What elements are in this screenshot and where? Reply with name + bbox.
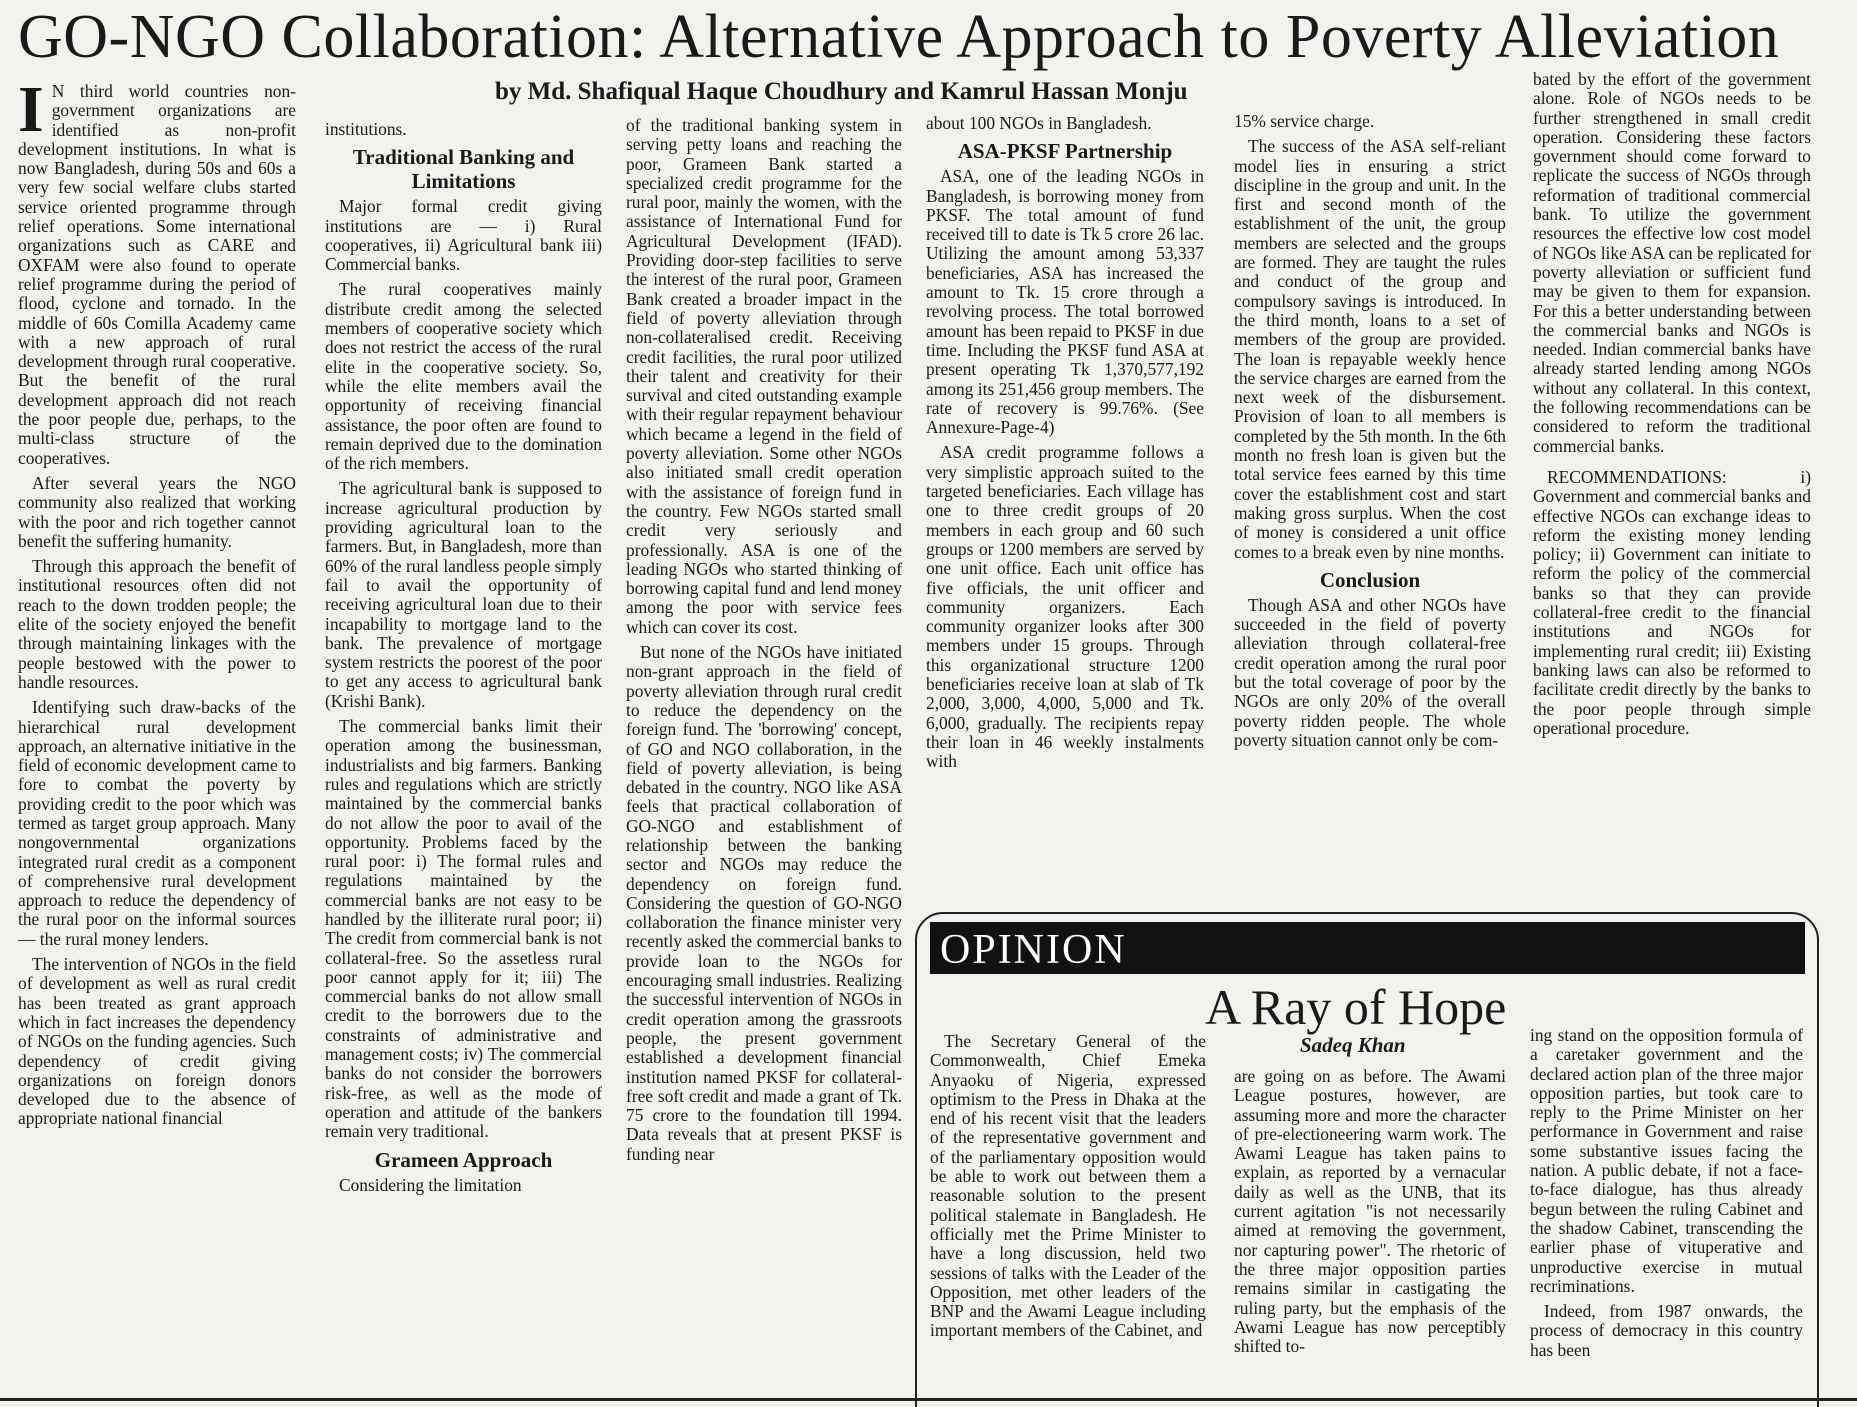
article-paragraph: Through this approach the benefit of institutional resources often did not reach to the down trodden people; the elite of the society enjoyed the benefit through maintaining linkages with the people bestowed with the power to handle resources. <box>18 556 296 692</box>
article-headline: GO-NGO Collaboration: Alternative Approach to Poverty Alleviation <box>18 3 1780 71</box>
article-paragraph: about 100 NGOs in Bangladesh. <box>926 114 1152 133</box>
opinion-author: Sadeq Khan <box>1300 1033 1406 1057</box>
article-byline: by Md. Shafiqual Haque Choudhury and Kamrul Hassan Monju <box>495 78 1188 105</box>
article-column-6 <box>1533 70 1811 906</box>
opinion-column-3 <box>1530 1026 1803 1398</box>
section-heading: Traditional Banking and Limitations <box>352 145 575 194</box>
article-paragraph: The success of the ASA self-reliant model lies in ensuring a strict discipline in the group and unit. In the first and second month of the establishment of the unit, the group members are selected and the groups are formed. They are taught the rules and conduct of the group and compulsory savings is introduced. In the third month, loans to a set of members of the group are provided. The loan is repayable weekly hence the service charges are earned from the next week of the disbursement. Provision of loan to all members is completed by the 5th month. In the 6th month no fresh loan is given but the total service fees earned by this time cover the establishment cost and start making gross surplus. When the cost of money is considered a unit office comes to a break even by nine months. <box>1234 136 1506 562</box>
opinion-paragraph: The Secretary General of the Commonwealth, Chief Emeka Anyaoku of Nigeria, expressed optimism to the Press in Dhaka at the end of his recent visit that the leaders of the representative government and of the parliamentary opposition would be able to work out between them a reasonable solution to the present political stalemate in Bangladesh. He officially met the Prime Minister to have a long discussion, held two sessions of talks with the Leader of the Opposition, met other leaders of the BNP and the Awami League including important members of the Cabinet, and <box>930 1032 1206 1341</box>
opinion-column-2 <box>1234 1067 1506 1398</box>
drop-cap: I <box>18 82 44 146</box>
article-paragraph: Major formal credit giving institutions are — i) Rural cooperatives, ii) Agricultural bank iii) Commercial banks. <box>325 196 602 275</box>
opinion-paragraph: ing stand on the opposition formula of a caretaker government and the declared action plan of the three major opposition parties, but took care to reply to the Prime Minister on her performance in Government and raise some substantive issues facing the nation. A public debate, if not a face-to-face dialogue, has thus already begun between the ruling Cabinet and the shadow Cabinet, transcending the earlier phase of vituperative and unproductive exercise in mutual recriminations. <box>1530 1026 1803 1296</box>
opinion-paragraph: are going on as before. The Awami League postures, however, are assuming more and more the character of pre-electioneering warm work. The Awami League has taken pains to explain, as reported by a vernacular daily as well as the UNB, that its current agitation "is not necessarily aimed at removing the government, nor capturing power". The rhetoric of the three major opposition parties remains similar in castigating the ruling party, but the emphasis of the Awami League has now perceptibly shifted to- <box>1234 1067 1506 1357</box>
article-paragraph: of the traditional banking system in serving petty loans and reaching the poor, Grameen Bank started a specialized credit programme for the rural poor, mainly the women, with the assistance of International Fund for Agricultural Development (IFAD). Providing door-step facilities to serve the interest of the rural poor, Grameen Bank created a broader impact in the field of poverty alleviation through non-collateralised credit. Receiving credit facilities, the rural poor utilized their talent and creativity for their survival and cited outstanding example with their regular repayment behaviour which became a legend in the field of poverty alleviation. Some other NGOs also initiated small credit operation with the assistance of foreign fund in the country. Few NGOs started small credit very seriously and professionally. ASA is one of the leading NGOs who started thinking of borrowing capital fund and lend money among the poor with service fees which can cover its cost. <box>626 116 902 637</box>
article-paragraph: 15% service charge. <box>1234 112 1375 131</box>
article-column-4 <box>926 114 1204 906</box>
article-paragraph: The agricultural bank is supposed to increase agricultural production by providing agricultural loan to the farmers. But, in Bangladesh, more than 60% of the rural landless people simply fail to avail the opportunity of receiving agricultural loan due to their incapability to mortgage land to the bank. The prevalence of mortgage system restricts the poorest of the poor to get any access to agricultural bank (Krishi Bank). <box>325 478 602 711</box>
article-paragraph: ASA, one of the leading NGOs in Bangladesh, is borrowing money from PKSF. The total amount of fund received till to date is Tk 5 crore 26 lac. Utilizing the amount among 53,337 beneficiaries, ASA has increased the amount to Tk. 15 crore through a revolving process. The total borrowed amount has been repaid to PKSF in due time. Including the PKSF fund ASA at present operating Tk 1,370,577,192 among its 251,456 group members. The rate of recovery is 99.76%. (See Annexure-Page-4) <box>926 166 1204 438</box>
article-paragraph: But none of the NGOs have initiated non-grant approach in the field of poverty alleviation through rural credit to reduce the dependency on the foreign fund. The 'borrowing' concept, of GO and NGO collaboration, in the field of poverty alleviation, is being debated in the country. NGO like ASA feels that practical collaboration of GO-NGO and establishment of relationship between the banking sector and NGOs may reduce the dependency on foreign fund. Considering the question of GO-NGO collaboration the finance minister very recently asked the commercial banks to provide loan to the NGOs for encouraging small industries. Realizing the successful intervention of NGOs in credit operation among the grassroots people, the present government established a development financial institution named PKSF for collateral-free soft credit and made a grant of Tk. 75 crore to the foundation till 1994. Data reveals that at present PKSF is funding near <box>626 642 902 1164</box>
opinion-paragraph: Indeed, from 1987 onwards, the process of democracy in this country has been <box>1530 1301 1803 1360</box>
article-paragraph: The commercial banks limit their operation among the businessman, industrialists and big farmers. Banking rules and regulations which are strictly maintained by the commercial banks do not allow the poor to avail of the opportunity. Problems faced by the rural poor: i) The formal rules and regulations maintained by the commercial banks are not easy to be handled by the illiterate rural poor; ii) The credit from commercial bank is not collateral-free. So the assetless rural poor cannot apply for it; iii) The commercial banks do not allow small credit to the borrowers due to the constraints of administrative and management costs; iv) The commercial banks do not consider the borrowers risk-free, as well as the mode of operation and attitude of the bankers remain very traditional. <box>325 716 602 1142</box>
opinion-banner <box>930 922 1805 974</box>
article-paragraph: The rural cooperatives mainly distribute credit among the selected members of cooperative society which does not restrict the access of the rural elite in the cooperative society. So, while the elite members avail the opportunity of receiving financial assistance, the poor often are found to remain deprived due to the domination of the rich members. <box>325 279 602 474</box>
article-paragraph: Considering the limitation <box>339 1174 522 1195</box>
section-heading: ASA-PKSF Partnership <box>957 139 1173 164</box>
section-heading: Grameen Approach <box>374 1147 553 1172</box>
recommendations-paragraph: RECOMMENDATIONS: i) Government and commercial banks and effective NGOs can exchange ideas to reform the existing money lending policy; ii) Government can initiate to reform the policy of the commercial banks so that they can provide collateral-free credit to the financial institutions and NGOs for implementing rural credit; iii) Existing banking laws can also be reformed to facilitate credit directly by the banks to the poor people through simple operational procedure. <box>1533 466 1811 738</box>
opinion-label: OPINION <box>940 927 1127 973</box>
article-paragraph: Though ASA and other NGOs have succeeded in the field of poverty alleviation through collateral-free credit operation among the rural poor but the total coverage of poor by the NGOs are only 20% of the overall poverty ridden people. The whole poverty situation cannot only be com- <box>1234 594 1506 750</box>
article-paragraph: After several years the NGO community also realized that working with the poor and rich together cannot benefit the suffering humanity. <box>18 472 296 551</box>
opinion-title: A Ray of Hope <box>1205 979 1507 1035</box>
article-paragraph: I N third world countries non-government organizations are identified as non-profit development institutions. In what is now Bangladesh, during 50s and 60s a very few social welfare clubs started service oriented programme through relief operations. Some international organizations such as CARE and OXFAM were also found to operate relief programme during the period of flood, cyclone and tornado. In the middle of 60s Comilla Academy came with a new approach of rural development through rural cooperative. But the benefit of the rural development approach did not reach the poor people due, perhaps, to the multi-class structure of the cooperatives. <box>18 82 296 468</box>
article-column-3 <box>626 116 902 1398</box>
article-column-2 <box>325 120 602 1398</box>
article-paragraph: Identifying such draw-backs of the hierarchical rural development approach, an alternative initiative in the field of economic development came to fore to combat the poverty by providing credit to the poor which was termed as target group approach. Many nongovernmental organizations integrated rural credit as a component of comprehensive rural development approach to reduce the dependency of the rural poor on the informal sources — the rural money lenders. <box>18 697 296 949</box>
article-paragraph: ASA credit programme follows a very simplistic approach suited to the targeted beneficiaries. Each village has one to three credit groups of 20 members in each group and 60 such groups or 1200 members are served by one unit office. Each unit office has five officials, the unit officer and community organizers. Each community organizer looks after 300 members under 15 groups. Through this organizational structure 1200 beneficiaries receive loan at slab of Tk 2,000, 3,000, 4,000, 5,000 and Tk. 6,000, gradually. The recipients repay their loan in 46 weekly instalments with <box>926 442 1204 772</box>
article-paragraph: institutions. <box>325 120 407 139</box>
article-paragraph: The intervention of NGOs in the field of development as well as rural credit has been treated as grant approach which in fact increases the dependency of NGOs on the funding agencies. Such dependency of credit giving organizations on foreign donors developed due to the absence of appropriate national financial <box>18 954 296 1129</box>
article-paragraph: bated by the effort of the government alone. Role of NGOs needs to be further strengthened in small credit operation. Considering these factors government should come forward to replicate the success of NGOs through reformation of traditional commercial bank. To utilize the government resources the effective low cost model of NGOs like ASA can be replicated for poverty alleviation or sufficient fund may be given to them for expansion. For this a better understanding between the commercial banks and NGOs is needed. Indian commercial banks have already started lending among NGOs without any collateral. In this context, the following recommendations can be considered to reform the traditional commercial banks. <box>1533 70 1811 456</box>
page-bottom-rule <box>0 1398 1857 1401</box>
article-column-1 <box>18 82 296 1398</box>
section-heading: Conclusion <box>1319 567 1421 592</box>
article-column-5 <box>1234 112 1506 906</box>
opinion-column-1 <box>930 1032 1206 1398</box>
